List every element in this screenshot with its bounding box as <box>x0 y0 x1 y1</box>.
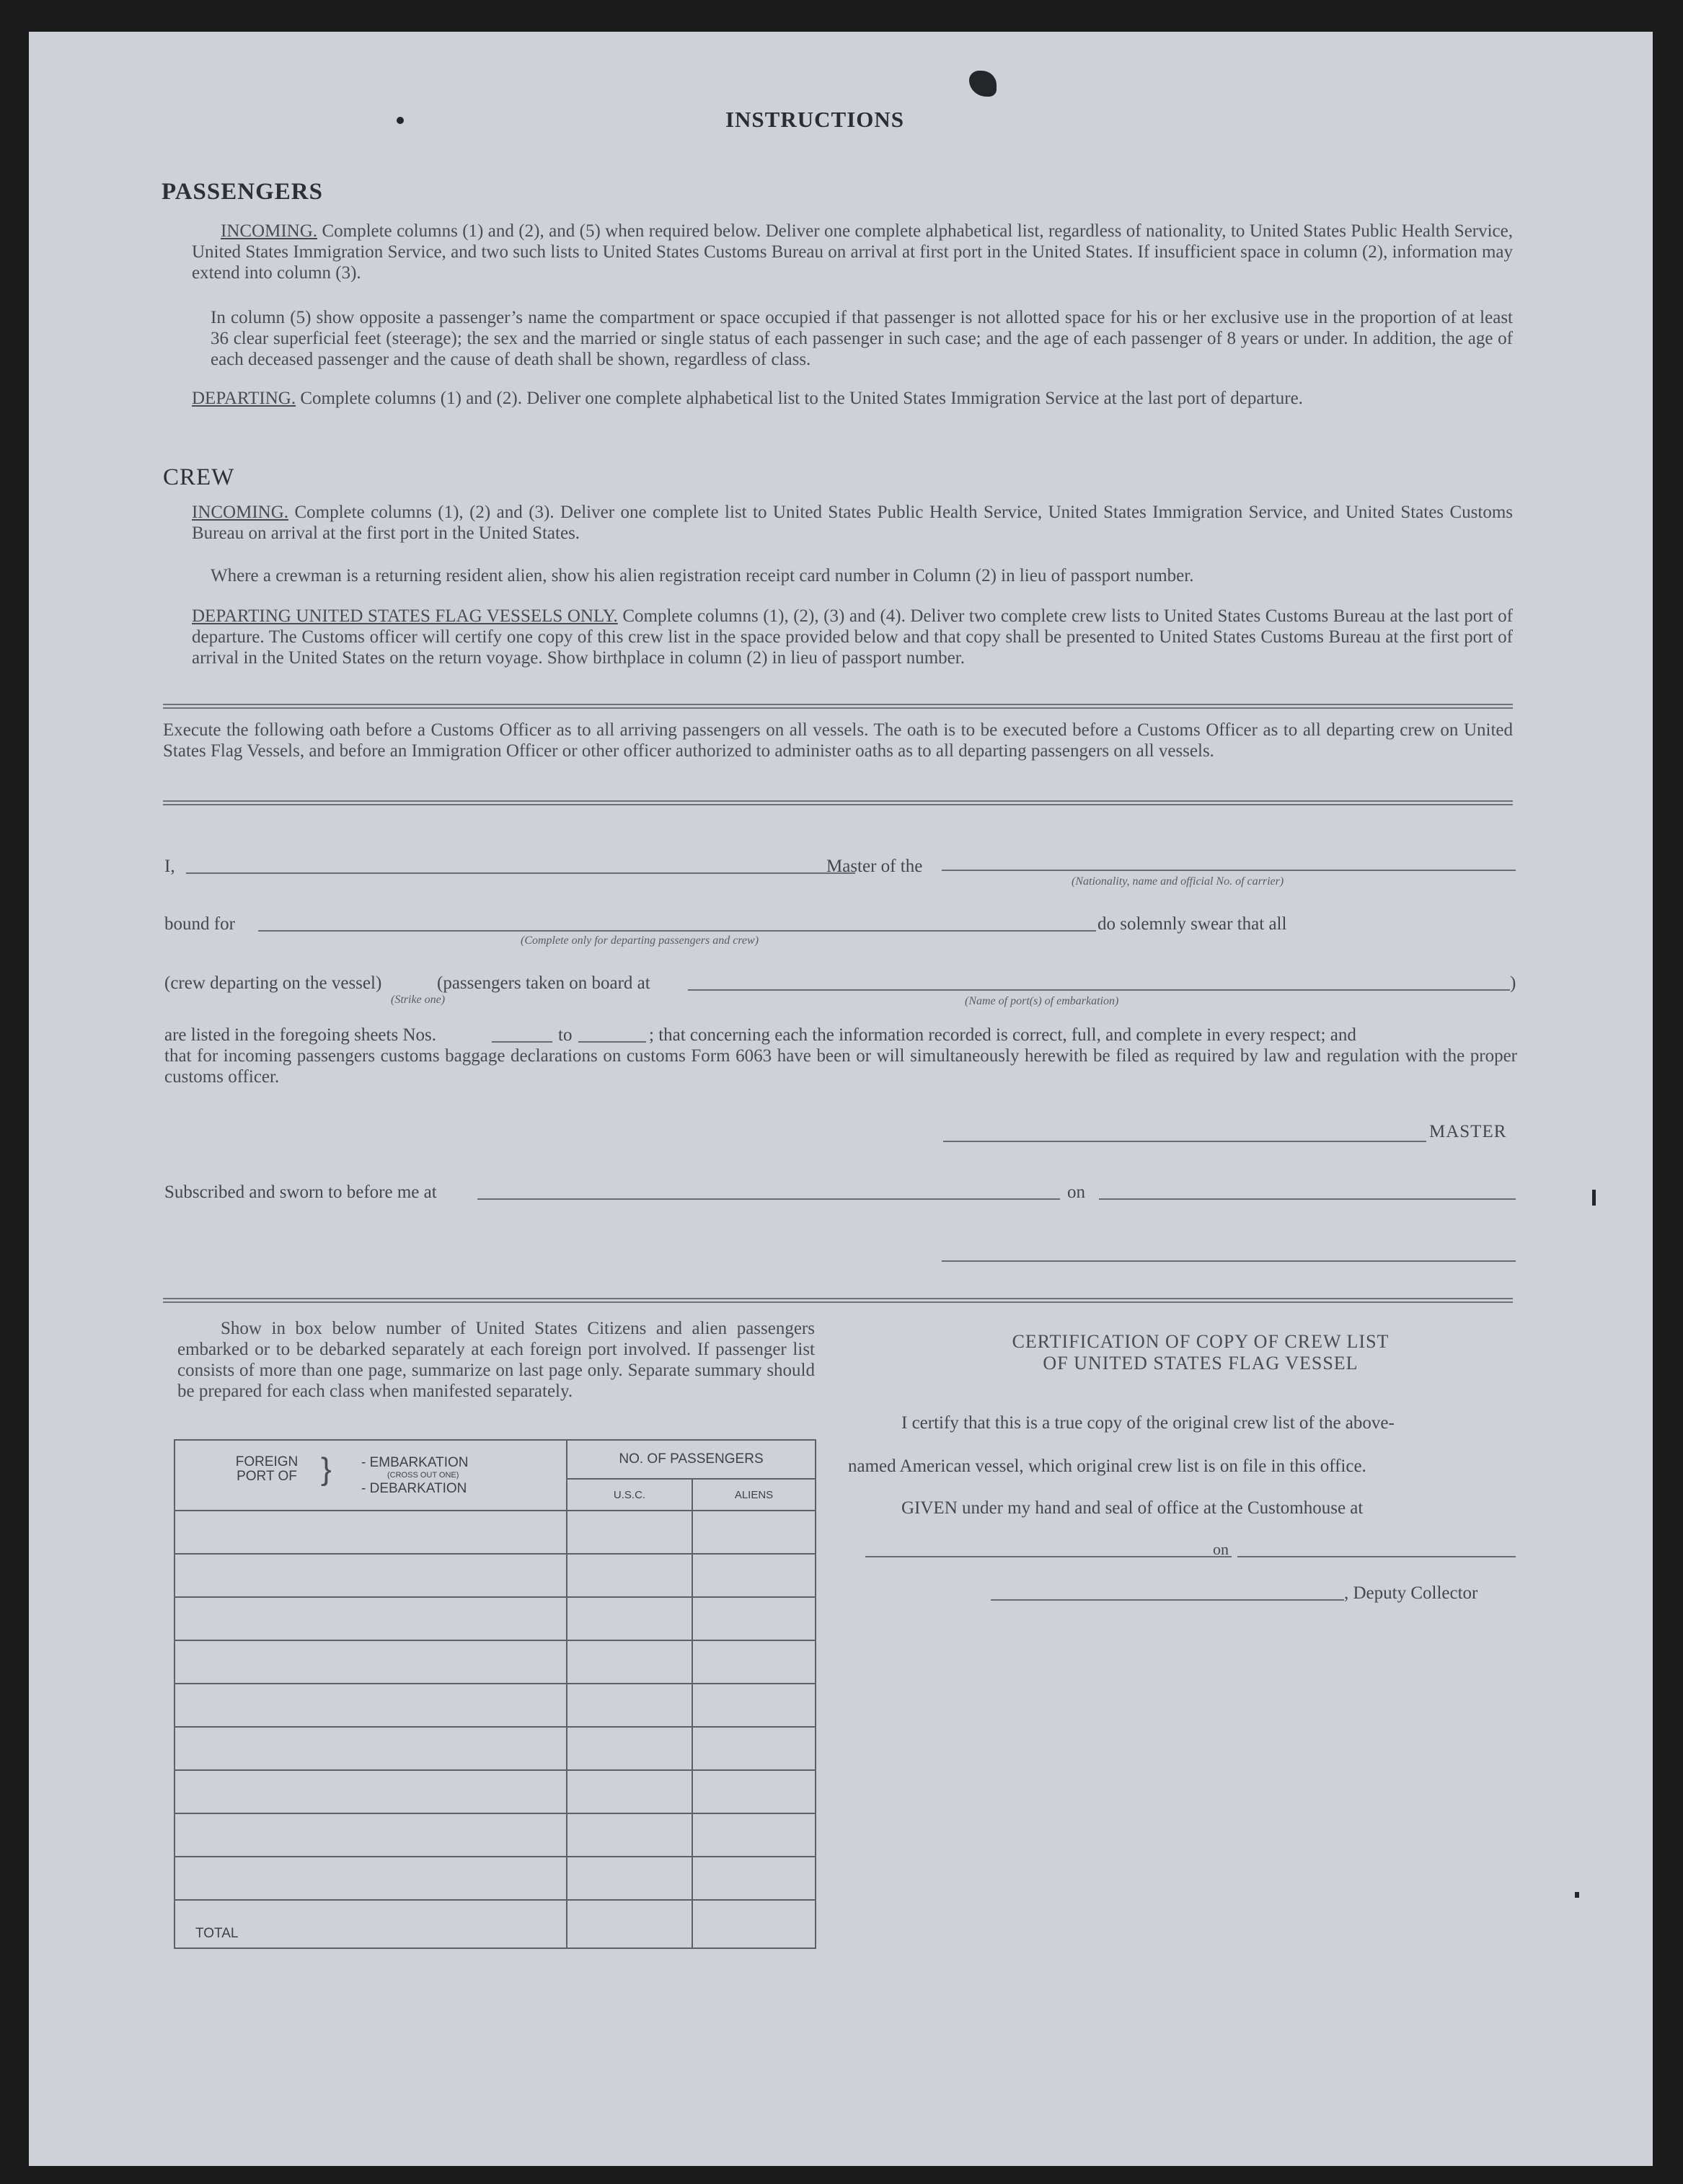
table-row <box>175 1770 816 1813</box>
ink-speck <box>397 117 404 124</box>
aliens-cell[interactable] <box>692 1511 816 1554</box>
port-cell[interactable] <box>175 1597 567 1640</box>
deputy-collector-label: , Deputy Collector <box>1344 1583 1478 1603</box>
bound-caption: (Complete only for departing passengers and crew) <box>521 934 759 947</box>
crew-departing-option[interactable]: (crew departing on the vessel) <box>164 973 382 993</box>
sworn-date-field[interactable] <box>1099 1198 1516 1200</box>
passengers-incoming-lead: INCOMING. <box>221 221 318 241</box>
crew-resident-paragraph: Where a crewman is a returning resident alien, show his alien registration receipt card number in Column (2) in lieu of passport number. <box>211 566 1194 585</box>
port-cell[interactable] <box>175 1684 567 1727</box>
instructions-title: INSTRUCTIONS <box>725 107 904 132</box>
carrier-field[interactable] <box>942 870 1516 871</box>
cross-out-label: (CROSS OUT ONE) <box>387 1471 459 1480</box>
table-row <box>175 1597 816 1640</box>
usc-cell[interactable] <box>567 1511 692 1554</box>
sheet-from-field[interactable] <box>492 1041 552 1043</box>
crew-incoming-paragraph <box>192 502 1513 544</box>
divider-1 <box>163 704 1513 709</box>
usc-cell[interactable] <box>567 1727 692 1770</box>
table-row <box>175 1684 816 1727</box>
certify-line1: I certify that this is a true copy of the original crew list of the above- <box>901 1413 1395 1433</box>
oath-instruction: Execute the following oath before a Customs Officer as to all arriving passengers on all vessels. The oath is to be executed before a Customs Officer as to all departing crew on United States Flag Vessels, and before an Immigration Officer or other officer authorized to administer oaths as to all departing passengers on all vessels. <box>163 720 1513 761</box>
passengers-heading: PASSENGERS <box>162 179 323 205</box>
bound-for-label: bound for <box>164 914 235 934</box>
usc-cell[interactable] <box>567 1813 692 1857</box>
usc-cell[interactable] <box>567 1857 692 1900</box>
carrier-caption: (Nationality, name and official No. of carrier) <box>1072 875 1284 888</box>
certification-date-field[interactable] <box>1237 1556 1516 1557</box>
master-label: MASTER <box>1429 1122 1507 1141</box>
sheet-to-field[interactable] <box>578 1041 646 1043</box>
aliens-cell[interactable] <box>692 1813 816 1857</box>
summary-note: Show in box below number of United States Citizens and alien passengers embarked or to be debarked separately at each foreign port involved. If passenger list consists of more than one page, summarize on last page only. Separate summary should be prepared for each class when manifested separately. <box>177 1319 815 1401</box>
customhouse-field[interactable] <box>865 1556 1232 1557</box>
foreign-port-of-label: FOREIGN PORT OF <box>235 1454 299 1484</box>
usc-cell[interactable] <box>567 1684 692 1727</box>
master-of-label: Master of the <box>826 857 923 876</box>
port-caption: (Name of port(s) of embarkation) <box>965 995 1119 1007</box>
given-text: GIVEN under my hand and seal of office at the Customhouse at <box>901 1498 1364 1518</box>
sworn-on-label: on <box>1067 1182 1085 1202</box>
oath-i-label: I, <box>164 857 175 876</box>
sheets-prefix: are listed in the foregoing sheets Nos. <box>164 1025 436 1045</box>
strike-caption: (Strike one) <box>391 994 446 1006</box>
usc-cell[interactable] <box>567 1640 692 1684</box>
certification-heading-line2: OF UNITED STATES FLAG VESSEL <box>1043 1353 1359 1374</box>
embarkation-label: - EMBARKATION <box>361 1455 469 1470</box>
subscribed-label: Subscribed and sworn to before me at <box>164 1182 437 1202</box>
table-row <box>175 1640 816 1684</box>
aliens-cell[interactable] <box>692 1727 816 1770</box>
crew-incoming-text: Complete columns (1), (2) and (3). Deliver one complete list to United States Public Health Service, United States Immigration Service, and United States Customs Bureau on arrival at the first port in the United States. <box>192 503 1513 543</box>
passengers-taken-option[interactable]: (passengers taken on board at <box>437 973 650 993</box>
usc-cell[interactable] <box>567 1554 692 1597</box>
crew-departing-text: Complete columns (1), (2), (3) and (4). Deliver two complete crew lists to United States Customs Bureau at the last port of departure. The Customs officer will certify one copy of this crew list in the space provided below and that copy shall be presented to United States Customs Bureau at the first port of arrival in the United States on the return voyage. Show birthplace in column (2) in lieu of passport number. <box>192 606 1513 668</box>
crew-departing-lead: DEPARTING UNITED STATES FLAG VESSELS ONLY. <box>192 606 618 626</box>
usc-cell[interactable] <box>567 1597 692 1640</box>
port-header-cell <box>175 1440 567 1511</box>
ink-blot <box>969 71 997 97</box>
sworn-place-field[interactable] <box>477 1198 1060 1200</box>
passengers-departing-paragraph <box>192 388 1513 409</box>
usc-header: U.S.C. <box>567 1479 692 1511</box>
closing-paren: ) <box>1510 973 1516 993</box>
usc-total-cell[interactable] <box>567 1900 692 1948</box>
table-row <box>175 1857 816 1900</box>
passengers-incoming-text: Complete columns (1) and (2), and (5) when required below. Deliver one complete alphabetical list, regardless of nationality, to United States Public Health Service, United States Immigration Service, and two such lists to United States Customs Bureau on arrival at first port in the United States. If insufficient space in column (2), information may extend into column (3). <box>192 221 1514 283</box>
edge-speck <box>1575 1892 1579 1898</box>
sheets-suffix: ; that concerning each the information recorded is correct, full, and complete in every respect; and <box>649 1025 1356 1045</box>
passengers-departing-lead: DEPARTING. <box>192 389 296 408</box>
passengers-incoming-paragraph <box>192 221 1513 283</box>
swear-label: do solemnly swear that all <box>1097 914 1287 934</box>
table-row <box>175 1813 816 1857</box>
officer-signature-field[interactable] <box>942 1260 1516 1262</box>
table-row <box>175 1554 816 1597</box>
port-cell[interactable] <box>175 1857 567 1900</box>
certification-on-label: on <box>1213 1540 1229 1558</box>
port-cell[interactable] <box>175 1770 567 1813</box>
aliens-cell[interactable] <box>692 1770 816 1813</box>
sheets-to-label: to <box>558 1025 573 1045</box>
certification-heading-line1: CERTIFICATION OF COPY OF CREW LIST <box>1012 1331 1390 1352</box>
crew-departing-paragraph <box>192 606 1513 668</box>
edge-mark <box>1592 1190 1596 1206</box>
deputy-signature-field[interactable] <box>991 1599 1344 1601</box>
port-cell[interactable] <box>175 1554 567 1597</box>
aliens-cell[interactable] <box>692 1554 816 1597</box>
certify-line2: named American vessel, which original crew list is on file in this office. <box>848 1456 1366 1476</box>
total-row <box>175 1900 816 1948</box>
port-cell[interactable] <box>175 1813 567 1857</box>
port-cell[interactable] <box>175 1640 567 1684</box>
aliens-header: ALIENS <box>692 1479 816 1511</box>
sheets-rest: that for incoming passengers customs baggage declarations on customs Form 6063 have been or will simultaneously herewith be filed as required by law and regulation with the proper customs officer. <box>164 1046 1517 1087</box>
total-label: TOTAL <box>175 1900 567 1948</box>
divider-3 <box>163 1298 1513 1303</box>
passengers-column5-paragraph: In column (5) show opposite a passenger’s name the compartment or space occupied if that passenger is not allotted space for his or her exclusive use in the proportion of at least 36 clear superficial feet (steerage); the sex and the married or single status of each passenger in such case; and the age of each passenger of 8 years or under. In addition, the age of each deceased passenger and the cause of death shall be shown, regardless of class. <box>211 308 1513 369</box>
table-row <box>175 1727 816 1770</box>
port-cell[interactable] <box>175 1727 567 1770</box>
debarkation-label: - DEBARKATION <box>361 1481 467 1496</box>
brace-icon: } <box>321 1451 332 1487</box>
bound-for-field[interactable] <box>258 930 1096 932</box>
master-name-field[interactable] <box>186 872 855 874</box>
certification-heading <box>858 1331 1543 1374</box>
passengers-departing-text: Complete columns (1) and (2). Deliver one complete alphabetical list to the United States Immigration Service at the last port of departure. <box>300 389 1303 408</box>
aliens-total-cell[interactable] <box>692 1900 816 1948</box>
table-header-row <box>175 1440 816 1479</box>
usc-cell[interactable] <box>567 1770 692 1813</box>
aliens-cell[interactable] <box>692 1640 816 1684</box>
aliens-cell[interactable] <box>692 1597 816 1640</box>
port-cell[interactable] <box>175 1511 567 1554</box>
master-signature-field[interactable] <box>943 1141 1426 1142</box>
passenger-summary-table <box>174 1439 816 1949</box>
aliens-cell[interactable] <box>692 1684 816 1727</box>
no-passengers-header: NO. OF PASSENGERS <box>567 1440 816 1479</box>
form-page <box>29 32 1653 2166</box>
embarkation-port-field[interactable] <box>688 989 1510 991</box>
aliens-cell[interactable] <box>692 1857 816 1900</box>
crew-incoming-lead: INCOMING. <box>192 503 289 522</box>
crew-heading: CREW <box>163 464 235 490</box>
divider-2 <box>163 800 1513 805</box>
table-row <box>175 1511 816 1554</box>
